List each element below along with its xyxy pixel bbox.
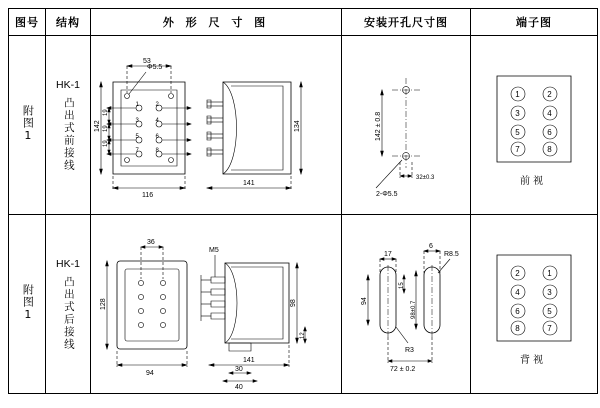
svg-text:2: 2 <box>515 269 520 278</box>
svg-text:19: 19 <box>103 140 109 147</box>
svg-text:7: 7 <box>135 148 139 154</box>
row1-mount-dim-horizontal: 32±0.3 <box>416 175 435 181</box>
row2-model-label: HK-1 <box>56 258 80 271</box>
row1-outline-svg <box>91 36 341 214</box>
row2-dim-bottom: 94 <box>146 370 154 377</box>
svg-text:3: 3 <box>547 288 552 297</box>
drawing-sheet <box>0 8 600 408</box>
row2-outline-svg <box>91 215 341 393</box>
row2-terminal-caption: 背 视 <box>520 355 544 366</box>
svg-text:2: 2 <box>155 102 159 108</box>
row2-terminal-diagram <box>471 215 598 394</box>
row2-mount-dim-left: 94 <box>361 297 368 305</box>
row1-model-label: HK-1 <box>56 79 80 92</box>
row2-structure <box>46 215 91 394</box>
row2-mounting-drawing <box>342 215 471 394</box>
svg-text:3: 3 <box>135 118 139 124</box>
row1-dim-right-height: 134 <box>294 120 301 132</box>
header-terminal-diagram: 端子图 <box>471 9 598 36</box>
svg-text:7: 7 <box>515 145 520 154</box>
svg-text:7: 7 <box>547 324 552 333</box>
row1-mounting-drawing <box>342 36 471 215</box>
row1-drawing-no <box>9 36 46 215</box>
svg-text:4: 4 <box>547 109 552 118</box>
row1-dim-top: 53 <box>143 58 151 65</box>
svg-text:19: 19 <box>103 125 109 132</box>
row1-terminal-diagram <box>471 36 598 215</box>
row1-mounting-svg <box>342 36 470 214</box>
row1-mount-dim-vertical: 142 ± 0.8 <box>375 111 382 141</box>
svg-text:1: 1 <box>547 269 552 278</box>
row2-terminal-svg <box>471 215 597 393</box>
row1-mount-note: 2-Φ5.5 <box>376 191 398 198</box>
row2-drawing-no-label: 附图1 <box>21 283 35 322</box>
row2-structure-label: 凸出式后接线 <box>62 276 75 351</box>
dimension-table <box>8 8 598 394</box>
row2-mount-dim-mid: 98±0.7 <box>411 300 417 319</box>
svg-text:6: 6 <box>155 134 159 140</box>
row2-mounting-svg <box>342 215 470 393</box>
table-header-row <box>9 9 598 36</box>
header-outline-dimensions: 外 形 尺 寸 图 <box>91 9 342 36</box>
svg-text:8: 8 <box>547 145 552 154</box>
svg-text:4: 4 <box>155 118 159 124</box>
header-structure: 结构 <box>46 9 91 36</box>
row2-dim-top: 36 <box>147 239 155 246</box>
row2-dim-screw: M5 <box>209 247 219 254</box>
row2-outline-drawing <box>91 215 342 394</box>
row2-dim-base1: 30 <box>235 366 243 373</box>
table-row <box>9 36 598 215</box>
row1-terminal-svg <box>471 36 597 214</box>
svg-text:4: 4 <box>515 288 520 297</box>
row2-mount-dim-r2: R3 <box>405 347 414 354</box>
svg-text:6: 6 <box>515 307 520 316</box>
table-row <box>9 215 598 394</box>
row1-dim-depth: 141 <box>243 180 255 187</box>
svg-text:5: 5 <box>547 307 552 316</box>
row2-dim-right-height: 98 <box>290 299 297 307</box>
row1-dim-hole: Φ5.5 <box>147 64 163 71</box>
svg-text:1: 1 <box>515 90 520 99</box>
row2-mount-dim-c: 15 <box>399 282 405 289</box>
row2-mount-dim-bottom: 72 ± 0.2 <box>390 366 416 373</box>
row2-mount-dim-a: 17 <box>384 251 392 258</box>
svg-text:6: 6 <box>547 128 552 137</box>
row1-dim-bottom: 116 <box>142 192 154 199</box>
svg-text:5: 5 <box>515 128 520 137</box>
svg-text:5: 5 <box>135 134 139 140</box>
header-drawing-no: 图号 <box>9 9 46 36</box>
svg-text:19: 19 <box>103 109 109 116</box>
svg-text:3: 3 <box>515 109 520 118</box>
svg-text:1: 1 <box>135 102 139 108</box>
row1-drawing-no-label: 附图1 <box>21 104 35 143</box>
svg-text:2: 2 <box>547 90 552 99</box>
svg-text:8: 8 <box>155 148 159 154</box>
row2-dim-depth: 141 <box>243 357 255 364</box>
row2-mount-dim-r: R8.5 <box>444 251 459 258</box>
header-mounting-hole-dimensions: 安装开孔尺寸图 <box>342 9 471 36</box>
row2-mount-dim-b: 6 <box>429 243 433 250</box>
row1-terminal-caption: 前 视 <box>520 176 544 187</box>
row2-dim-left-total: 128 <box>100 298 107 310</box>
row1-structure <box>46 36 91 215</box>
row1-structure-label: 凸出式前接线 <box>62 97 75 172</box>
row2-drawing-no <box>9 215 46 394</box>
row2-dim-right-sub: 12 <box>300 332 306 339</box>
row2-dim-base2: 40 <box>235 384 243 391</box>
row1-dim-left-total: 142 <box>94 120 101 132</box>
row1-outline-drawing <box>91 36 342 215</box>
svg-text:8: 8 <box>515 324 520 333</box>
